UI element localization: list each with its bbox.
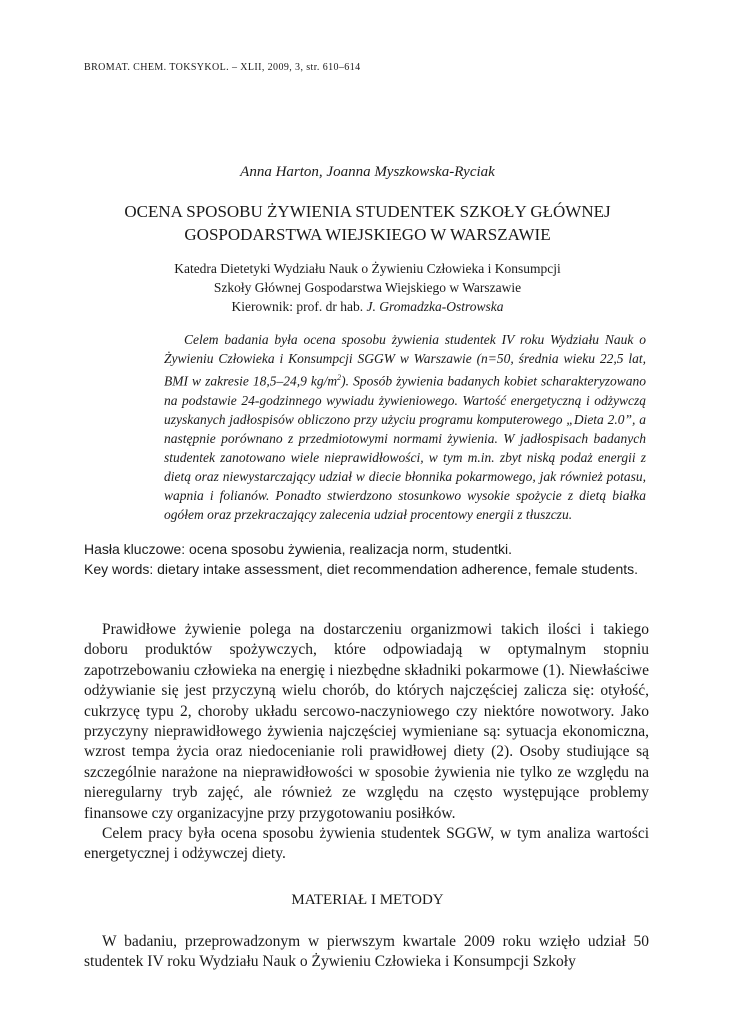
title-line-2: GOSPODARSTWA WIEJSKIEGO W WARSZAWIE	[184, 225, 551, 244]
department-head-name: J. Gromadzka-Ostrowska	[366, 299, 504, 314]
abstract-text-1: Celem badania była ocena sposobu żywienia studentek IV roku Wydziału Nauk o Żywieniu Człowieka i Konsumpcji SGGW w Warszawie (n=50, średnia wieku 22,5 lat, BMI w zakresie 18,5–24,9 kg/m	[164, 332, 646, 389]
section-heading: MATERIAŁ I METODY	[291, 892, 444, 908]
introduction	[84, 620, 649, 865]
department-head-prefix: Kierownik: prof. dr hab.	[231, 299, 364, 314]
affiliation	[0, 259, 735, 316]
intro-paragraph-2: Celem pracy była ocena sposobu żywienia studentek SGGW, w tym analiza wartości energetycznej i odżywczej diety.	[84, 825, 649, 863]
abstract	[164, 330, 646, 524]
department-head	[0, 297, 735, 316]
affiliation-line-1: Katedra Dietetyki Wydziału Nauk o Żywieniu Człowieka i Konsumpcji	[174, 261, 561, 276]
methods-text	[84, 932, 649, 973]
intro-paragraph-1: Prawidłowe żywienie polega na dostarczeniu organizmowi takich ilości i takiego doboru produktów spożywczych, które odpowiadają w optymalnym stopniu zapotrzebowaniu człowieka na energię i niezbędne składniki pokarmowe (1). Niewłaściwe odżywianie się jest przyczyną wielu chorób, do których najczęściej zalicza się: otyłość, cukrzycę typu 2, choroby układu sercowo-naczyniowego czy niektóre nowotwory. Jako przyczyny nieprawidłowego żywienia najczęściej wymieniane są: sytuacja ekonomiczna, wzrost tempa życia oraz niedocenianie roli prawidłowej diety (2). Osoby studiujące są szczególnie narażone na nieprawidłowości w sposobie żywienia nie tylko ze względu na nieregularny tryb zajęć, ale również ze względu na często występujące problemy finansowe czy organizacyjne przy przygotowaniu posiłków.	[84, 621, 649, 822]
title-line-1: OCENA SPOSOBU ŻYWIENIA STUDENTEK SZKOŁY GŁÓWNEJ	[124, 202, 611, 221]
journal-citation: BROMAT. CHEM. TOKSYKOL. – XLII, 2009, 3, str. 610–614	[84, 62, 361, 73]
abstract-superscript: 2	[337, 373, 342, 383]
methods-paragraph-1: W badaniu, przeprowadzonym w pierwszym kwartale 2009 roku wzięło udział 50 studentek IV roku Wydziału Nauk o Żywieniu Człowieka i Konsumpcji Szkoły	[84, 933, 649, 971]
keywords-block	[84, 540, 649, 579]
article-title	[0, 200, 735, 246]
authors: Anna Harton, Joanna Myszkowska-Ryciak	[240, 164, 495, 180]
affiliation-line-2: Szkoły Głównej Gospodarstwa Wiejskiego w Warszawie	[213, 280, 522, 295]
abstract-text-2: ). Sposób żywienia badanych kobiet scharakteryzowano na podstawie 24-godzinnego wywiadu żywieniowego. Wartość energetyczną i odżywczą uzyskanych jadłospisów obliczono przy użyciu programu komputerowego „Dieta 2.0”, a następnie porównano z przedmiotowymi normami żywienia. W jadłospisach badanych studentek zanotowano wiele nieprawidłowości, w tym m.in. zbyt niską podaż energii z dietą oraz niewystarczający udział w diecie błonnika pokarmowego, jak również potasu, wapnia i folianów. Ponadto stwierdzono stosunkowo wysokie spożycie z dietą białka ogółem oraz przekraczający zalecenia udział procentowy energii z tłuszczu.	[164, 373, 646, 523]
keywords-polish: Hasła kluczowe: ocena sposobu żywienia, realizacja norm, studentki.	[84, 541, 512, 557]
keywords-english: Key words: dietary intake assessment, diet recommendation adherence, female students.	[84, 560, 639, 577]
